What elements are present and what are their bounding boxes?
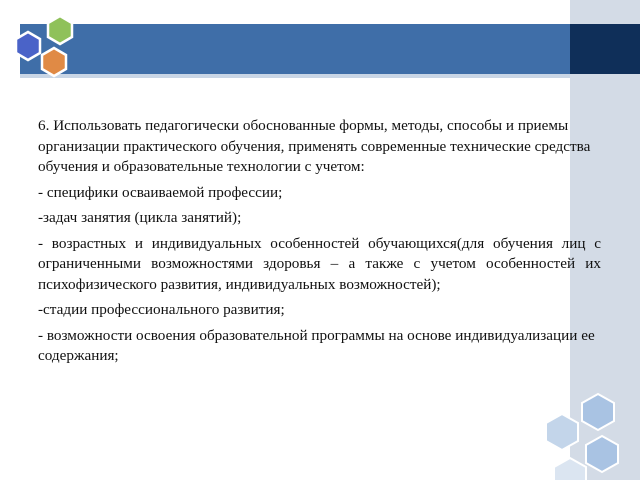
hexagon-logo-icon	[4, 10, 84, 90]
header-underline	[20, 74, 570, 78]
intro-paragraph: 6. Использовать педагогически обоснованные формы, методы, способы и приемы организации практического обучения, применять современные технические средства обучения и образовательные технологии с учетом:	[38, 117, 591, 175]
header-bar	[20, 24, 570, 74]
list-item: - возможности освоения образовательной программы на основе индивидуализации ее содержания;	[38, 326, 595, 364]
list-item: - возрастных и индивидуальных особенностей обучающихся(для обучения лиц с ограниченными возможностями здоровья – а также с учетом особенностей их психофизического развития, индивидуальных возможностей);	[38, 234, 601, 293]
header-dark-block	[570, 24, 640, 74]
hexagon-decoration-icon	[530, 392, 640, 480]
list-item: - специфики осваиваемой профессии;	[38, 183, 283, 201]
list-item: -стадии профессионального развития;	[38, 301, 285, 318]
slide-content	[38, 116, 601, 367]
list-item: -задач занятия (цикла занятий);	[38, 209, 242, 226]
